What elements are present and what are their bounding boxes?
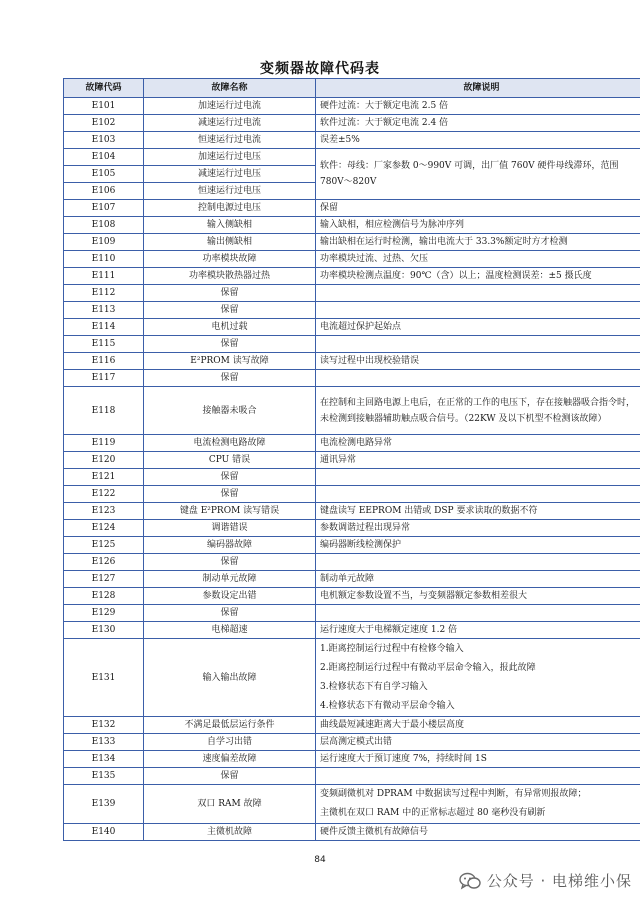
fault-code: E128	[64, 588, 144, 605]
table-row	[64, 115, 640, 132]
fault-code: E124	[64, 520, 144, 537]
fault-code: E102	[64, 115, 144, 132]
fault-name: 接触器未吸合	[144, 387, 316, 435]
table-row	[64, 251, 640, 268]
fault-code: E130	[64, 622, 144, 639]
fault-description: 硬件过流：大于额定电流 2.5 倍	[316, 98, 640, 115]
fault-code: E127	[64, 571, 144, 588]
fault-code: E114	[64, 319, 144, 336]
fault-description	[316, 486, 640, 503]
fault-name: CPU 错误	[144, 452, 316, 469]
fault-name: 电机过载	[144, 319, 316, 336]
table-row	[64, 435, 640, 452]
fault-name: 恒速运行过电压	[144, 183, 316, 200]
description-line: 4.检修状态下有微动平层命令输入	[320, 700, 455, 711]
description-line: 2.距离控制运行过程中有微动平层命令输入，报此故障	[320, 662, 536, 673]
fault-name: 调谐错误	[144, 520, 316, 537]
fault-code: E110	[64, 251, 144, 268]
fault-description: 误差±5%	[316, 132, 640, 149]
fault-name: 输入侧缺相	[144, 217, 316, 234]
fault-name: 速度偏差故障	[144, 751, 316, 768]
table-row	[64, 571, 640, 588]
fault-description: 读写过程中出现校验错误	[316, 353, 640, 370]
fault-code: E103	[64, 132, 144, 149]
table-row	[64, 622, 640, 639]
fault-name: 控制电源过电压	[144, 200, 316, 217]
fault-code: E107	[64, 200, 144, 217]
fault-name: 保留	[144, 469, 316, 486]
fault-code: E109	[64, 234, 144, 251]
fault-name: 功率模块散热器过热	[144, 268, 316, 285]
fault-description: 层高测定模式出错	[316, 734, 640, 751]
table-row	[64, 469, 640, 486]
wechat-icon	[459, 872, 481, 890]
fault-code: E118	[64, 387, 144, 435]
fault-name: 输出侧缺相	[144, 234, 316, 251]
watermark	[459, 870, 632, 891]
fault-description: 功率模块检测点温度：90℃（含）以上；温度检测误差：±5 摄氏度	[316, 268, 640, 285]
fault-name: 保留	[144, 302, 316, 319]
table-row	[64, 486, 640, 503]
fault-code: E126	[64, 554, 144, 571]
fault-name: 加速运行过电流	[144, 98, 316, 115]
fault-code: E125	[64, 537, 144, 554]
page-number: 84	[314, 855, 326, 865]
fault-name: 主微机故障	[144, 824, 316, 841]
fault-description	[316, 336, 640, 353]
fault-code: E116	[64, 353, 144, 370]
fault-description: 制动单元故障	[316, 571, 640, 588]
fault-name: 减速运行过电流	[144, 115, 316, 132]
table-row	[64, 149, 640, 166]
fault-code: E134	[64, 751, 144, 768]
description-line: 3.检修状态下有自学习输入	[320, 681, 428, 692]
table-row	[64, 785, 640, 824]
table-row	[64, 268, 640, 285]
fault-description: 参数调谐过程出现异常	[316, 520, 640, 537]
fault-code: E105	[64, 166, 144, 183]
table-row	[64, 387, 640, 435]
fault-description: 软件：母线：厂家参数 0～990V 可调，出厂值 760V 硬件母线滞环，范围 780V～820V	[316, 149, 640, 200]
table-row	[64, 554, 640, 571]
table-row	[64, 285, 640, 302]
fault-name: 自学习出错	[144, 734, 316, 751]
fault-name: 输入输出故障	[144, 639, 316, 717]
fault-code: E121	[64, 469, 144, 486]
fault-description: 功率模块过流、过热、欠压	[316, 251, 640, 268]
fault-description	[316, 302, 640, 319]
fault-code: E123	[64, 503, 144, 520]
table-row	[64, 824, 640, 841]
table-row	[64, 302, 640, 319]
header-name: 故障名称	[144, 79, 316, 98]
description-line: 主微机在双口 RAM 中的正常标志超过 80 毫秒没有刷新	[320, 808, 546, 818]
table-row	[64, 503, 640, 520]
fault-description	[316, 554, 640, 571]
fault-code: E132	[64, 717, 144, 734]
fault-description: 软件过流：大于额定电流 2.4 倍	[316, 115, 640, 132]
table-row	[64, 751, 640, 768]
header-desc: 故障说明	[316, 79, 640, 98]
page-title: 变频器故障代码表	[260, 61, 380, 77]
table-row	[64, 734, 640, 751]
table-row	[64, 639, 640, 717]
fault-description: 硬件反馈主微机有故障信号	[316, 824, 640, 841]
fault-description	[316, 605, 640, 622]
fault-code: E108	[64, 217, 144, 234]
description-line: 变频副微机对 DPRAM 中数据读写过程中判断，有异常则报故障；	[320, 789, 587, 799]
table-row	[64, 132, 640, 149]
fault-description: 键盘读写 EEPROM 出错或 DSP 要求读取的数据不符	[316, 503, 640, 520]
table-row	[64, 768, 640, 785]
fault-code: E140	[64, 824, 144, 841]
description-line: 1.距离控制运行过程中有检修令输入	[320, 643, 464, 654]
fault-code: E117	[64, 370, 144, 387]
fault-name: 参数设定出错	[144, 588, 316, 605]
fault-code: E115	[64, 336, 144, 353]
fault-code: E119	[64, 435, 144, 452]
fault-description	[316, 768, 640, 785]
fault-name: 不满足最低层运行条件	[144, 717, 316, 734]
fault-description: 输出缺相在运行时检测，输出电流大于 33.3%额定时方才检测	[316, 234, 640, 251]
table-row	[64, 537, 640, 554]
fault-name: 保留	[144, 554, 316, 571]
table-row	[64, 336, 640, 353]
table-row	[64, 370, 640, 387]
fault-description: 保留	[316, 200, 640, 217]
table-row	[64, 605, 640, 622]
fault-name: 编码器故障	[144, 537, 316, 554]
fault-name: 电流检测电路故障	[144, 435, 316, 452]
fault-description: 在控制和主回路电源上电后，在正常的工作的电压下，存在接触器吸合指令时，未检测到接触器辅助触点吸合信号。（22KW 及以下机型不检测该故障）	[316, 387, 640, 435]
header-code: 故障代码	[64, 79, 144, 98]
fault-name: 制动单元故障	[144, 571, 316, 588]
fault-description	[316, 285, 640, 302]
fault-code: E120	[64, 452, 144, 469]
fault-description	[316, 785, 640, 824]
fault-name: E²PROM 读写故障	[144, 353, 316, 370]
table-row	[64, 98, 640, 115]
fault-name: 键盘 E²PROM 读写错误	[144, 503, 316, 520]
fault-description: 通讯异常	[316, 452, 640, 469]
table-row	[64, 217, 640, 234]
fault-description	[316, 639, 640, 717]
fault-description: 运行速度大于电梯额定速度 1.2 倍	[316, 622, 640, 639]
fault-description	[316, 469, 640, 486]
fault-name: 保留	[144, 285, 316, 302]
fault-name: 保留	[144, 370, 316, 387]
fault-description: 编码器断线检测保护	[316, 537, 640, 554]
fault-name: 电梯超速	[144, 622, 316, 639]
fault-code: E122	[64, 486, 144, 503]
fault-name: 减速运行过电压	[144, 166, 316, 183]
fault-code: E104	[64, 149, 144, 166]
fault-code: E135	[64, 768, 144, 785]
table-row	[64, 520, 640, 537]
fault-code: E112	[64, 285, 144, 302]
fault-description: 运行速度大于预订速度 7%，持续时间 1S	[316, 751, 640, 768]
table-header-row	[64, 79, 640, 98]
fault-name: 双口 RAM 故障	[144, 785, 316, 824]
fault-description: 电流检测电路异常	[316, 435, 640, 452]
fault-name: 加速运行过电压	[144, 149, 316, 166]
table-row	[64, 588, 640, 605]
fault-code: E133	[64, 734, 144, 751]
table-row	[64, 717, 640, 734]
fault-name: 功率模块故障	[144, 251, 316, 268]
fault-code: E113	[64, 302, 144, 319]
fault-code: E111	[64, 268, 144, 285]
fault-code: E129	[64, 605, 144, 622]
fault-description: 曲线最短减速距离大于最小楼层高度	[316, 717, 640, 734]
fault-description: 输入缺相，相应检测信号为脉冲序列	[316, 217, 640, 234]
fault-code: E139	[64, 785, 144, 824]
fault-name: 保留	[144, 486, 316, 503]
fault-description	[316, 370, 640, 387]
table-row	[64, 234, 640, 251]
table-row	[64, 452, 640, 469]
fault-code: E131	[64, 639, 144, 717]
table-row	[64, 200, 640, 217]
table-row	[64, 319, 640, 336]
fault-code: E101	[64, 98, 144, 115]
fault-code-table	[63, 78, 640, 841]
fault-description: 电流超过保护起始点	[316, 319, 640, 336]
table-row	[64, 353, 640, 370]
fault-name: 恒速运行过电流	[144, 132, 316, 149]
fault-name: 保留	[144, 768, 316, 785]
fault-name: 保留	[144, 336, 316, 353]
fault-code: E106	[64, 183, 144, 200]
watermark-text: 公众号 · 电梯维小保	[486, 872, 632, 890]
fault-name: 保留	[144, 605, 316, 622]
fault-description: 电机额定参数设置不当，与变频器额定参数相差很大	[316, 588, 640, 605]
